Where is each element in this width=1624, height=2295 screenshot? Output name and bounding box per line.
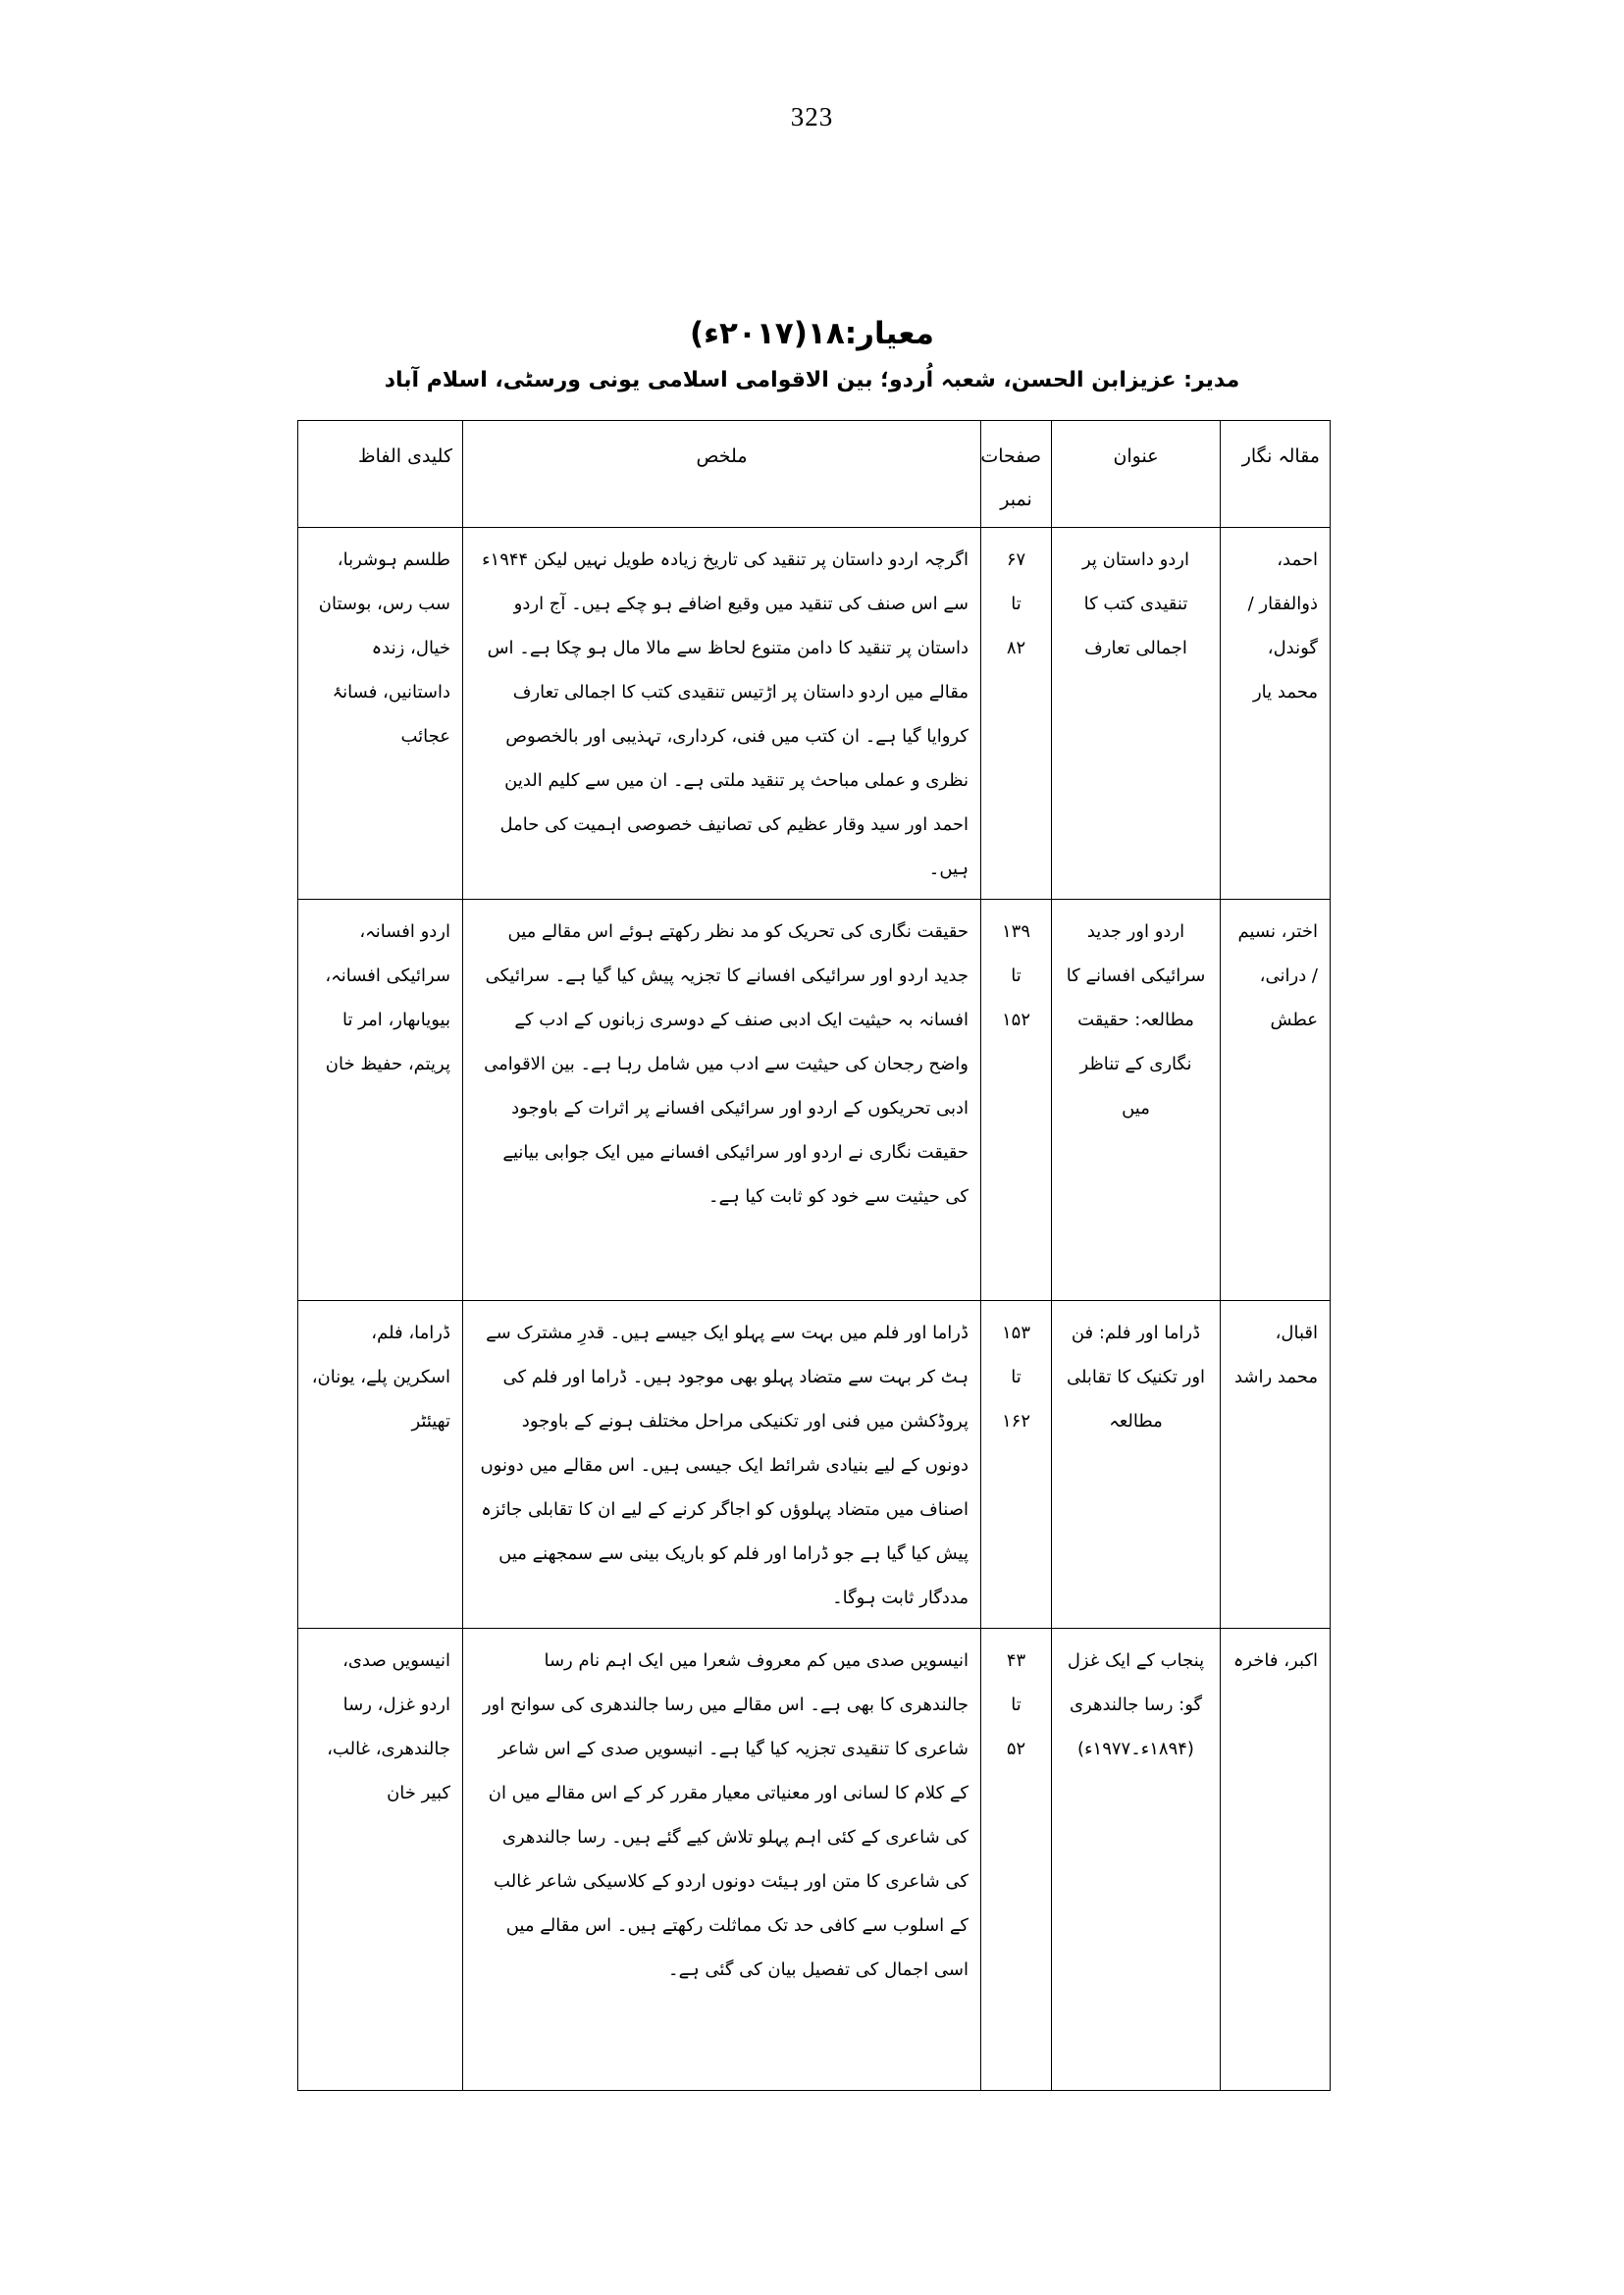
author-cell: اکبر، فاخرہ (1221, 1629, 1331, 2091)
header-pages: صفحات نمبر (981, 421, 1052, 528)
table-row (298, 528, 1331, 900)
page-start: ۶۷ (1006, 549, 1026, 570)
header-title: عنوان (1052, 421, 1221, 528)
table-row (298, 1301, 1331, 1629)
keywords-cell: ڈراما، فلم، اسکرین پلے، یونان، تھیئٹر (298, 1301, 463, 1629)
pages-cell (981, 900, 1052, 1301)
page-start: ۴۳ (1006, 1650, 1026, 1671)
page-number: 323 (790, 102, 834, 131)
summary-cell: اگرچہ اردو داستان پر تنقید کی تاریخ زیادہ طویل نہیں لیکن ۱۹۴۴ء سے اس صنف کی تنقید میں وقیع اضافے ہو چکے ہیں۔ آج اردو داستان پر تنقید کا دامن متنوع لحاظ سے مالا مال ہو چکا ہے۔ اس مقالے میں اردو داستان پر اڑتیس تنقیدی کتب کا اجمالی تعارف کروایا گیا ہے۔ ان کتب میں فنی، کرداری، تہذیبی اور بالخصوص نظری و عملی مباحث پر تنقید ملتی ہے۔ ان میں سے کلیم الدین احمد اور سید وقار عظیم کی تصانیف خصوصی اہمیت کی حامل ہیں۔ (463, 528, 981, 900)
author-cell: اختر، نسیم / درانی، عطش (1221, 900, 1331, 1301)
page-separator: تا (1011, 1695, 1022, 1715)
author-cell: احمد، ذوالفقار / گوندل، محمد یار (1221, 528, 1331, 900)
summary-cell: ڈراما اور فلم میں بہت سے پہلو ایک جیسے ہیں۔ قدرِ مشترک سے ہٹ کر بہت سے متضاد پہلو بھی موجود ہیں۔ ڈراما اور فلم کی پروڈکشن میں فنی اور تکنیکی مراحل مختلف ہونے کے باوجود دونوں کے لیے بنیادی شرائط ایک جیسی ہیں۔ اس مقالے میں دونوں اصناف میں متضاد پہلوؤں کو اجاگر کرنے کے لیے ان کا تقابلی جائزہ پیش کیا گیا ہے جو ڈراما اور فلم کو باریک بینی سے سمجھنے میں مددگار ثابت ہوگا۔ (463, 1301, 981, 1629)
page-separator: تا (1011, 1367, 1022, 1387)
page-end: ۱۶۲ (1001, 1411, 1030, 1432)
page-end: ۵۲ (1006, 1739, 1026, 1759)
keywords-cell: اردو افسانہ، سرائیکی افسانہ، بیویاںھار، امر تا پریتم، حفیظ خان (298, 900, 463, 1301)
page-start: ۱۵۳ (1001, 1323, 1030, 1343)
author-cell: اقبال، محمد راشد (1221, 1301, 1331, 1629)
editor-line: مدیر: عزیزابن الحسن، شعبہ اُردو؛ بین الاقوامی اسلامی یونی ورسٹی، اسلام آباد (384, 368, 1240, 392)
pages-cell (981, 1629, 1052, 2091)
pages-cell (981, 1301, 1052, 1629)
page-separator: تا (1011, 594, 1022, 614)
page-end: ۱۵۲ (1001, 1010, 1030, 1030)
keywords-cell: انیسویں صدی، اردو غزل، رسا جالندھری، غالب، کبیر خان (298, 1629, 463, 2091)
header-summary: ملخص (463, 421, 981, 528)
page-separator: تا (1011, 965, 1022, 986)
table-header-row (298, 421, 1331, 528)
page-end: ۸۲ (1006, 638, 1026, 658)
title-cell: ڈراما اور فلم: فن اور تکنیک کا تقابلی مطالعہ (1052, 1301, 1221, 1629)
summary-cell: انیسویں صدی میں کم معروف شعرا میں ایک اہم نام رسا جالندھری کا بھی ہے۔ اس مقالے میں رسا جالندھری کی سوانح اور شاعری کا تنقیدی تجزیہ کیا گیا ہے۔ انیسویں صدی کے اس شاعر کے کلام کا لسانی اور معنیاتی معیار مقرر کر کے اس مقالے میں ان کی شاعری کے کئی اہم پہلو تلاش کیے گئے ہیں۔ رسا جالندھری کی شاعری کا متن اور ہیئت دونوں اردو کے کلاسیکی شاعر غالب کے اسلوب سے کافی حد تک مماثلت رکھتے ہیں۔ اس مقالے میں اسی اجمال کی تفصیل بیان کی گئی ہے۔ (463, 1629, 981, 2091)
journal-title: معیار:۱۸(۲۰۱۷ء) (690, 316, 934, 351)
table-row (298, 1629, 1331, 2091)
page-start: ۱۳۹ (1001, 921, 1030, 942)
pages-cell (981, 528, 1052, 900)
header-keywords: کلیدی الفاظ (298, 421, 463, 528)
keywords-cell: طلسم ہوشربا، سب رس، بوستان خیال، زندہ داستانیں، فسانۂ عجائب (298, 528, 463, 900)
header-author: مقالہ نگار (1221, 421, 1331, 528)
title-cell: پنجاب کے ایک غزل گو: رسا جالندھری (۱۸۹۴ء۔۱۹۷۷ء) (1052, 1629, 1221, 2091)
title-cell: اردو اور جدید سرائیکی افسانے کا مطالعہ: حقیقت نگاری کے تناظر میں (1052, 900, 1221, 1301)
table-row (298, 900, 1331, 1301)
articles-table (297, 420, 1331, 2091)
summary-cell: حقیقت نگاری کی تحریک کو مد نظر رکھتے ہوئے اس مقالے میں جدید اردو اور سرائیکی افسانے کا تجزیہ پیش کیا گیا ہے۔ سرائیکی افسانہ بہ حیثیت ایک ادبی صنف کے دوسری زبانوں کے ادب کے واضح رجحان کی حیثیت سے ادب میں شامل رہا ہے۔ بین الاقوامی ادبی تحریکوں کے اردو اور سرائیکی افسانے پر اثرات کے باوجود حقیقت نگاری نے اردو اور سرائیکی افسانے میں ایک جوابی بیانیے کی حیثیت سے خود کو ثابت کیا ہے۔ (463, 900, 981, 1301)
title-cell: اردو داستان پر تنقیدی کتب کا اجمالی تعارف (1052, 528, 1221, 900)
